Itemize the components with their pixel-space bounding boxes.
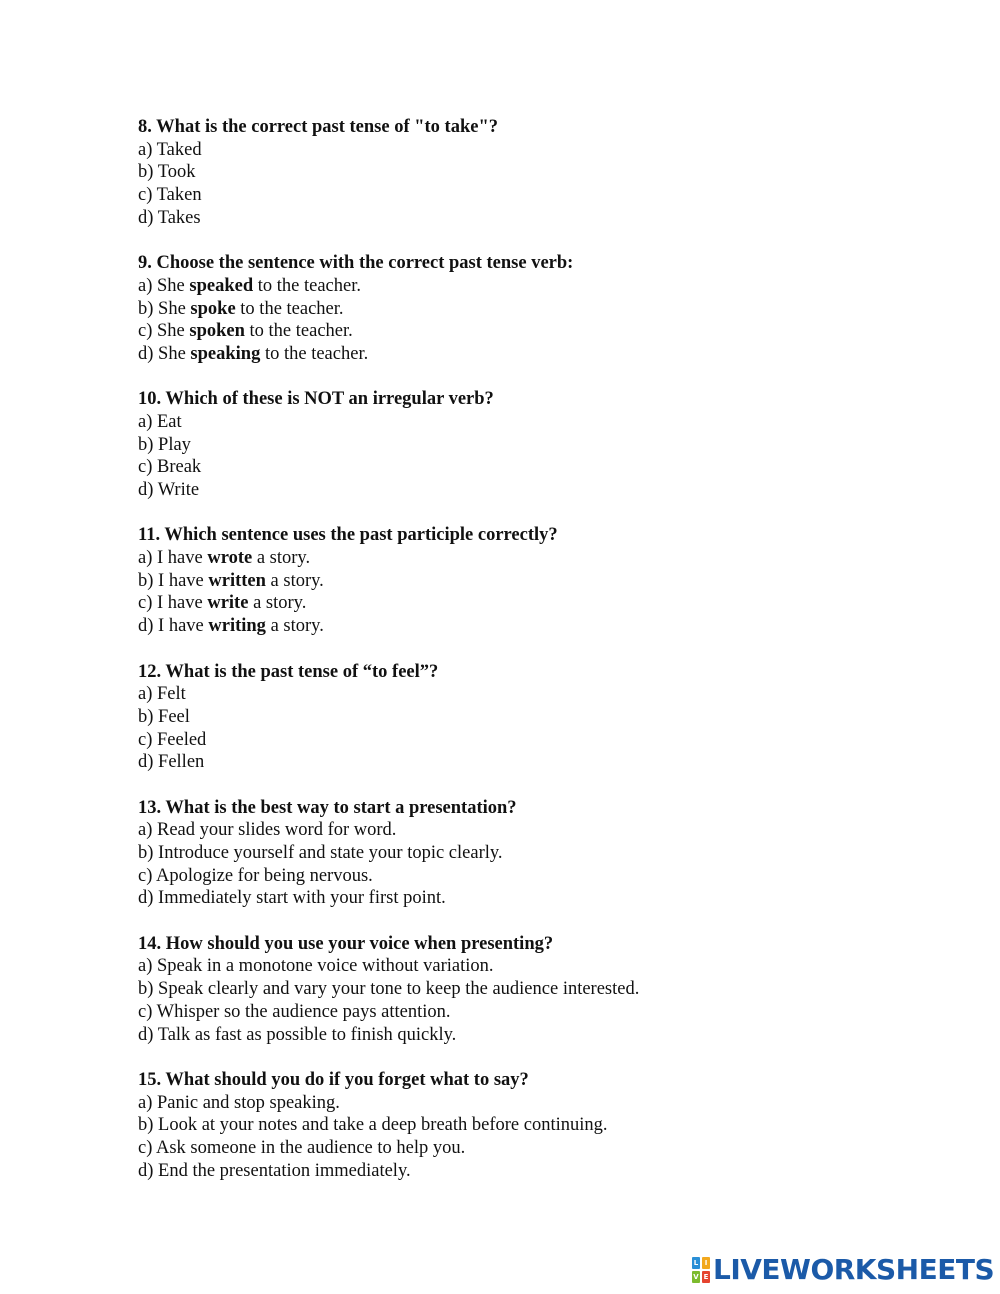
answer-option[interactable] (138, 683, 958, 706)
answer-option[interactable] (138, 887, 958, 910)
option-text: c) She (138, 321, 190, 342)
option-verb-highlight: speaked (189, 275, 254, 296)
answer-option[interactable] (138, 343, 958, 366)
answer-option[interactable] (138, 1114, 958, 1137)
question-title: 13. What is the best way to start a presentation? (138, 797, 517, 818)
option-text: b) Play (138, 434, 191, 455)
question-title: 15. What should you do if you forget what to say? (138, 1069, 529, 1090)
option-text: d) Takes (138, 207, 201, 228)
option-text-end: to the teacher. (244, 321, 353, 342)
answer-option[interactable] (138, 955, 958, 978)
option-text: d) Write (138, 480, 200, 500)
option-text: c) I have (138, 593, 208, 614)
question-block (138, 388, 958, 501)
question-title: 9. Choose the sentence with the correct past tense verb: (138, 253, 574, 274)
option-verb-highlight: spoke (190, 298, 236, 319)
question-list (138, 116, 958, 1182)
question-block (138, 933, 958, 1046)
option-verb-highlight: speaking (190, 343, 261, 364)
answer-option[interactable] (138, 139, 958, 162)
logo-mark-icon (692, 1257, 710, 1283)
option-text: d) Immediately start with your first point. (138, 888, 446, 909)
option-text: b) She (138, 298, 191, 319)
option-text: c) Feeled (138, 729, 207, 750)
question-block (138, 661, 958, 774)
answer-option[interactable] (138, 320, 958, 343)
answer-option[interactable] (138, 1137, 958, 1160)
question-title: 12. What is the past tense of “to feel”? (138, 661, 439, 682)
option-text: b) Took (138, 162, 196, 183)
option-text-end: to the teacher. (235, 298, 344, 319)
option-text: d) She (138, 343, 191, 364)
option-text: a) Speak in a monotone voice without variation. (138, 956, 494, 977)
answer-option[interactable] (138, 1024, 958, 1047)
option-text-end: a story. (248, 593, 307, 614)
option-verb-highlight: wrote (207, 548, 253, 569)
option-text: a) Eat (138, 411, 182, 432)
answer-option[interactable] (138, 547, 958, 570)
question-title: 10. Which of these is NOT an irregular verb? (138, 389, 494, 410)
question-block (138, 797, 958, 910)
answer-option[interactable] (138, 615, 958, 638)
option-text: a) Felt (138, 684, 186, 705)
answer-option[interactable] (138, 751, 958, 774)
answer-option[interactable] (138, 819, 958, 842)
option-verb-highlight: writing (208, 616, 266, 637)
question-block (138, 116, 958, 229)
answer-option[interactable] (138, 592, 958, 615)
answer-option[interactable] (138, 161, 958, 184)
logo-mark-tile: L (693, 1259, 699, 1267)
worksheet-page (138, 116, 958, 1205)
question-block (138, 524, 958, 637)
logo-mark-tile: I (702, 1257, 710, 1269)
answer-option[interactable] (138, 275, 958, 298)
answer-option[interactable] (138, 456, 958, 479)
answer-option[interactable] (138, 706, 958, 729)
answer-option[interactable] (138, 570, 958, 593)
option-verb-highlight: spoken (189, 321, 245, 342)
option-text: d) Talk as fast as possible to finish quickly. (138, 1024, 457, 1045)
answer-option[interactable] (138, 434, 958, 457)
answer-option[interactable] (138, 1001, 958, 1024)
option-text: a) I have (138, 548, 208, 569)
answer-option[interactable] (138, 1160, 958, 1183)
option-text: b) I have (138, 570, 209, 591)
answer-option[interactable] (138, 729, 958, 752)
option-text: c) Apologize for being nervous. (138, 865, 373, 886)
answer-option[interactable] (138, 842, 958, 865)
logo-mark-tile: E (703, 1273, 709, 1281)
option-text: a) Read your slides word for word. (138, 820, 397, 841)
option-text: a) Taked (138, 139, 202, 160)
answer-option[interactable] (138, 1092, 958, 1115)
option-text: c) Whisper so the audience pays attention. (138, 1001, 451, 1022)
option-text-end: a story. (265, 616, 324, 637)
option-text-end: a story. (252, 548, 311, 569)
option-verb-highlight: written (208, 570, 266, 591)
option-text: b) Introduce yourself and state your topic clearly. (138, 843, 503, 863)
option-text-end: to the teacher. (253, 275, 361, 296)
option-text: b) Speak clearly and vary your tone to keep the audience interested. (138, 979, 640, 1000)
answer-option[interactable] (138, 865, 958, 888)
option-text: a) Panic and stop speaking. (138, 1092, 340, 1113)
answer-option[interactable] (138, 298, 958, 321)
answer-option[interactable] (138, 479, 958, 502)
logo-text: LIVEWORKSHEETS (713, 1253, 995, 1286)
answer-option[interactable] (138, 207, 958, 230)
option-text: d) End the presentation immediately. (138, 1160, 411, 1181)
question-title: 14. How should you use your voice when presenting? (138, 933, 554, 954)
answer-option[interactable] (138, 184, 958, 207)
option-text: d) Fellen (138, 752, 205, 773)
question-block (138, 252, 958, 365)
option-text: b) Feel (138, 706, 190, 727)
option-text: a) She (138, 275, 190, 296)
option-text-end: a story. (265, 570, 324, 591)
question-title: 8. What is the correct past tense of "to take"? (138, 117, 498, 137)
option-verb-highlight: write (207, 593, 249, 614)
option-text: c) Taken (138, 185, 202, 206)
logo-mark-tile: V (693, 1273, 699, 1281)
question-title: 11. Which sentence uses the past participle correctly? (138, 525, 558, 546)
option-text: d) I have (138, 616, 209, 637)
option-text-end: to the teacher. (260, 343, 369, 364)
answer-option[interactable] (138, 411, 958, 434)
question-block (138, 1069, 958, 1182)
answer-option[interactable] (138, 978, 958, 1001)
option-text: c) Break (138, 457, 202, 478)
option-text: b) Look at your notes and take a deep breath before continuing. (138, 1115, 608, 1136)
option-text: c) Ask someone in the audience to help you. (138, 1137, 466, 1158)
liveworksheets-logo (692, 1255, 994, 1285)
